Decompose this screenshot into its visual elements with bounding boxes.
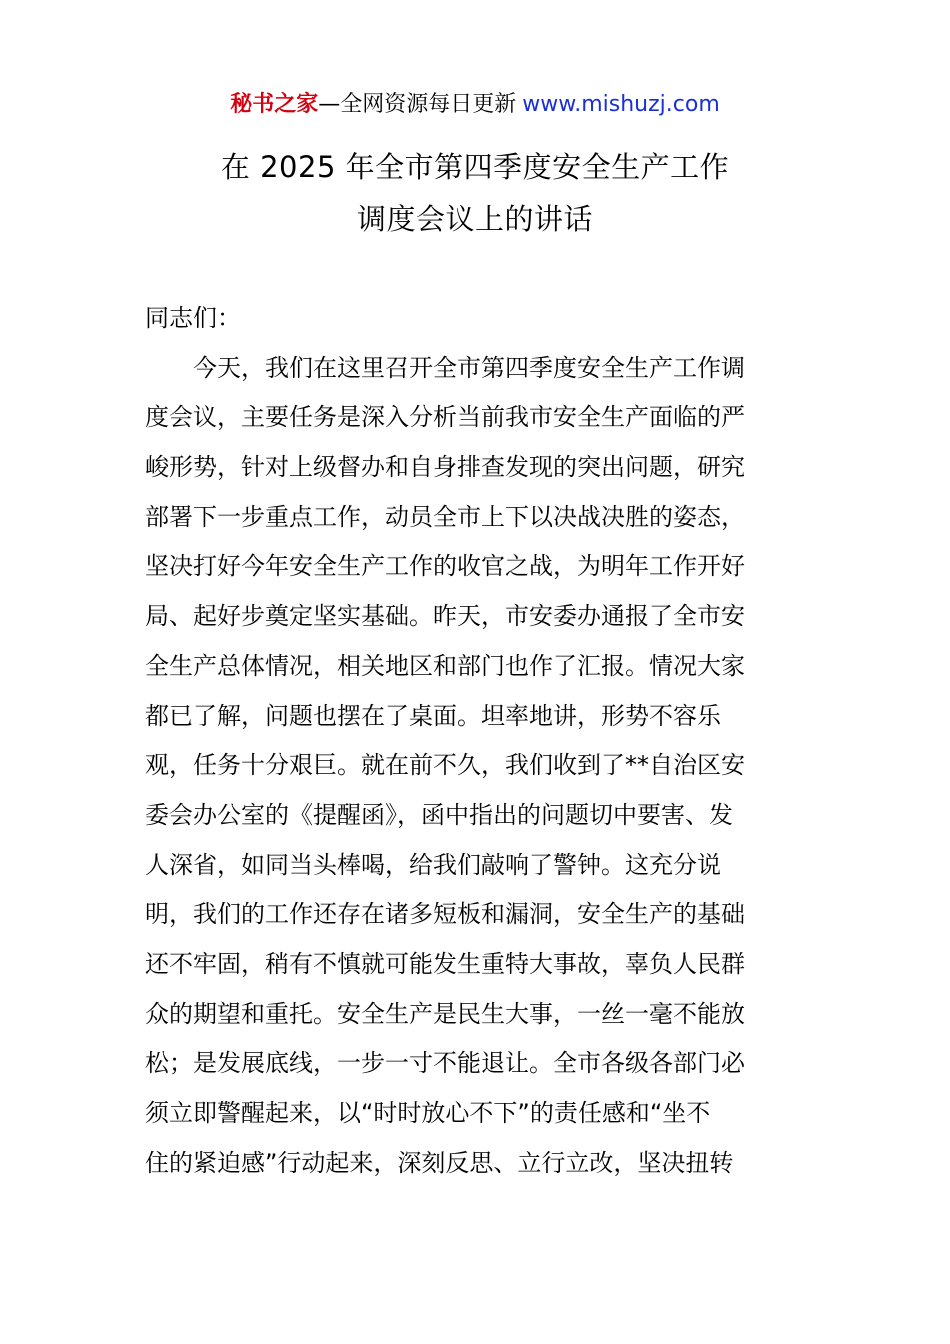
document-title-line-1: 在 2025 年全市第四季度安全生产工作: [220, 150, 730, 184]
site-url-link[interactable]: www.mishuzj.com: [522, 92, 720, 117]
body-line: 今天，我们在这里召开全市第四季度安全生产工作调: [193, 353, 745, 382]
site-header: [0, 90, 950, 120]
body-line: 峻形势，针对上级督办和自身排查发现的突出问题，研究: [145, 453, 745, 482]
body-line: 须立即警醒起来，以“时时放心不下”的责任感和“坐不: [145, 1099, 711, 1127]
site-brand: 秘书之家: [230, 92, 319, 117]
body-line: 坚决打好今年安全生产工作的收官之战，为明年工作开好: [145, 552, 745, 581]
body-line: 全生产总体情况，相关地区和部门也作了汇报。情况大家: [145, 651, 745, 680]
body-line: 松；是发展底线，一步一寸不能退让。全市各级各部门必: [145, 1049, 745, 1078]
body-line: 度会议，主要任务是深入分析当前我市安全生产面临的严: [145, 403, 745, 432]
body-line: 众的期望和重托。安全生产是民生大事，一丝一毫不能放: [145, 999, 745, 1028]
body-line: 人深省，如同当头棒喝，给我们敲响了警钟。这充分说: [145, 850, 721, 879]
site-tagline: —全网资源每日更新: [318, 92, 517, 117]
body-line: 局、起好步奠定坚实基础。昨天，市安委办通报了全市安: [145, 602, 745, 631]
body-line: 住的紧迫感”行动起来，深刻反思、立行立改，坚决扭转: [145, 1148, 734, 1177]
body-line: 还不牢固，稍有不慎就可能发生重特大事故，辜负人民群: [145, 949, 745, 978]
body-line: 观，任务十分艰巨。就在前不久，我们收到了**自治区安: [145, 751, 745, 780]
body-line: 委会办公室的《提醒函》，函中指出的问题切中要害、发: [145, 800, 733, 829]
document-body: [145, 294, 805, 1188]
salutation: 同志们：: [145, 304, 241, 332]
body-line: 部署下一步重点工作，动员全市上下以决战决胜的姿态，: [145, 502, 745, 531]
body-line: 都已了解，问题也摆在了桌面。坦率地讲，形势不容乐: [145, 701, 721, 730]
body-line: 明，我们的工作还存在诸多短板和漏洞，安全生产的基础: [145, 900, 745, 929]
document-title-line-2: 调度会议上的讲话: [356, 202, 593, 236]
